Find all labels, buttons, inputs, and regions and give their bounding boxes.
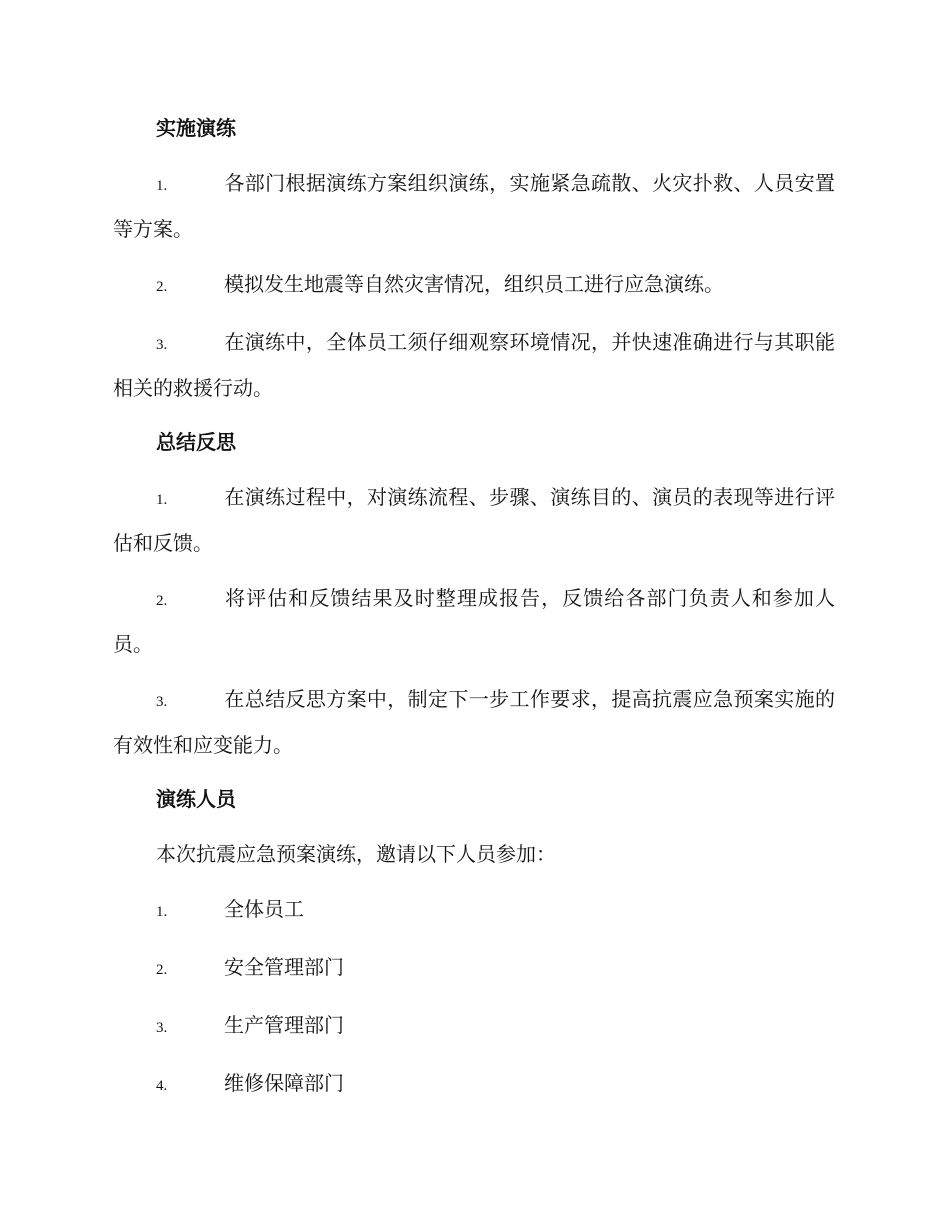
list-item-text: 安全管理部门 xyxy=(224,955,344,979)
list-item-text: 全体员工 xyxy=(224,897,304,921)
list-item-text: 生产管理部门 xyxy=(224,1013,344,1037)
list-item-number: 3. xyxy=(156,337,168,353)
list-item-text: 在总结反思方案中，制定下一步工作要求，提高抗震应急预案实施的有效性和应变能力。 xyxy=(113,687,835,757)
list-item-text: 在演练中，全体员工须仔细观察环境情况，并快速准确进行与其职能相关的救援行动。 xyxy=(113,330,835,400)
list-item-number: 1. xyxy=(156,178,168,194)
list-item xyxy=(113,476,835,565)
list-item-number: 1. xyxy=(156,904,168,920)
list-item-text: 各部门根据演练方案组织演练，实施紧急疏散、火灾扑救、人员安置等方案。 xyxy=(113,171,835,241)
list-item-number: 3. xyxy=(156,694,168,710)
list-item-text: 在演练过程中，对演练流程、步骤、演练目的、演员的表现等进行评估和反馈。 xyxy=(113,485,835,555)
list-item xyxy=(113,162,835,251)
section-heading-summary-reflection: 总结反思 xyxy=(156,430,236,454)
list-item xyxy=(113,263,835,309)
list-item xyxy=(113,888,835,934)
list-item-number: 2. xyxy=(156,593,168,609)
list-item xyxy=(113,1062,835,1108)
list-item xyxy=(113,678,835,767)
list-item-text: 将评估和反馈结果及时整理成报告，反馈给各部门负责人和参加人员。 xyxy=(113,586,835,656)
list-item-number: 4. xyxy=(156,1078,168,1094)
list-item xyxy=(113,577,835,666)
list-item xyxy=(113,946,835,992)
list-item-text: 模拟发生地震等自然灾害情况，组织员工进行应急演练。 xyxy=(224,272,724,296)
list-item-number: 1. xyxy=(156,492,168,508)
list-item xyxy=(113,321,835,410)
list-item-text: 维修保障部门 xyxy=(224,1071,344,1095)
document-page xyxy=(113,108,835,1120)
list-item xyxy=(113,1004,835,1050)
list-item-number: 3. xyxy=(156,1020,168,1036)
section-intro-paragraph: 本次抗震应急预案演练，邀请以下人员参加： xyxy=(156,842,556,866)
section-heading-drill-personnel: 演练人员 xyxy=(156,787,236,811)
list-item-number: 2. xyxy=(156,962,168,978)
list-item-number: 2. xyxy=(156,279,168,295)
section-heading-implement-drill: 实施演练 xyxy=(156,116,236,140)
